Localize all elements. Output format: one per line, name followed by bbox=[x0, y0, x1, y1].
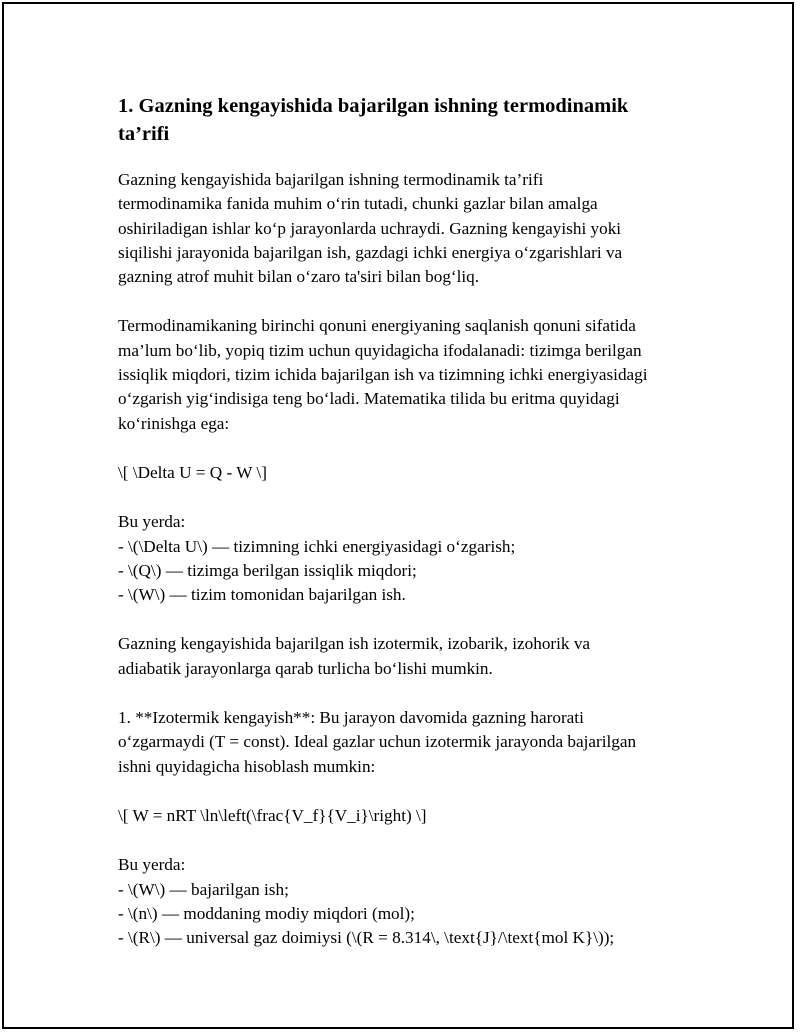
text-line: termodinamika fanida muhim o‘rin tutadi, chunki gazlar bilan amalga bbox=[118, 194, 598, 214]
intro-paragraph bbox=[118, 168, 698, 289]
isothermal-paragraph bbox=[118, 706, 698, 779]
text-line: ishni quyidagicha hisoblash mumkin: bbox=[118, 756, 376, 776]
list-item: - \(n\) — moddaning modiy miqdori (mol); bbox=[118, 903, 415, 923]
text-line: Bu yerda: bbox=[118, 512, 186, 532]
formula-isothermal bbox=[118, 804, 698, 828]
definitions-list-2 bbox=[118, 853, 698, 950]
text-line: Termodinamikaning birinchi qonuni energiyaning saqlanish qonuni sifatida bbox=[118, 316, 636, 336]
text-line: o‘zgarmaydi (T = const). Ideal gazlar uchun izotermik jarayonda bajarilgan bbox=[118, 732, 637, 752]
formula-line: \[ \Delta U = Q - W \] bbox=[118, 462, 267, 482]
text-line: Gazning kengayishida bajarilgan ishning termodinamik ta’rifi bbox=[118, 170, 544, 189]
formula-line: \[ W = nRT \ln\left(\frac{V_f}{V_i}\right) \] bbox=[118, 805, 427, 825]
list-item: - \(W\) — tizim tomonidan bajarilgan ish. bbox=[118, 585, 406, 605]
first-law-paragraph bbox=[118, 314, 698, 435]
section-heading bbox=[118, 92, 698, 148]
heading-line: ta’rifi bbox=[118, 123, 170, 145]
definitions-list-1 bbox=[118, 510, 698, 607]
process-types-paragraph bbox=[118, 632, 698, 681]
list-item: - \(W\) — bajarilgan ish; bbox=[118, 879, 289, 899]
heading-line: 1. Gazning kengayishida bajarilgan ishning termodinamik bbox=[118, 95, 629, 117]
text-line: o‘zgarish yig‘indisiga teng bo‘ladi. Matematika tilida bu eritma quyidagi bbox=[118, 389, 620, 409]
text-line: adiabatik jarayonlarga qarab turlicha bo‘lishi mumkin. bbox=[118, 658, 493, 678]
text-line: ko‘rinishga ega: bbox=[118, 413, 230, 433]
formula-first-law bbox=[118, 461, 698, 485]
text-line: 1. **Izotermik kengayish**: Bu jarayon davomida gazning harorati bbox=[118, 708, 584, 728]
text-line: gazning atrof muhit bilan o‘zaro ta'siri bilan bog‘liq. bbox=[118, 267, 480, 287]
list-item: - \(\Delta U\) — tizimning ichki energiyasidagi o‘zgarish; bbox=[118, 536, 516, 556]
text-line: Bu yerda: bbox=[118, 855, 186, 875]
text-line: siqilishi jarayonida bajarilgan ish, gazdagi ichki energiya o‘zgarishlari va bbox=[118, 242, 623, 262]
text-line: ma’lum bo‘lib, yopiq tizim uchun quyidagicha ifodalanadi: tizimga berilgan bbox=[118, 340, 642, 360]
text-line: issiqlik miqdori, tizim ichida bajarilgan ish va tizimning ichki energiyasidagi bbox=[118, 365, 648, 385]
document-body bbox=[118, 92, 698, 975]
text-line: oshiriladigan ishlar ko‘p jarayonlarda uchraydi. Gazning kengayishi yoki bbox=[118, 218, 622, 238]
list-item: - \(R\) — universal gaz doimiysi (\(R = 8.314\, \text{J}/\text{mol K}\)); bbox=[118, 928, 615, 948]
list-item: - \(Q\) — tizimga berilgan issiqlik miqdori; bbox=[118, 560, 417, 580]
text-line: Gazning kengayishida bajarilgan ish izotermik, izobarik, izohorik va bbox=[118, 634, 591, 654]
